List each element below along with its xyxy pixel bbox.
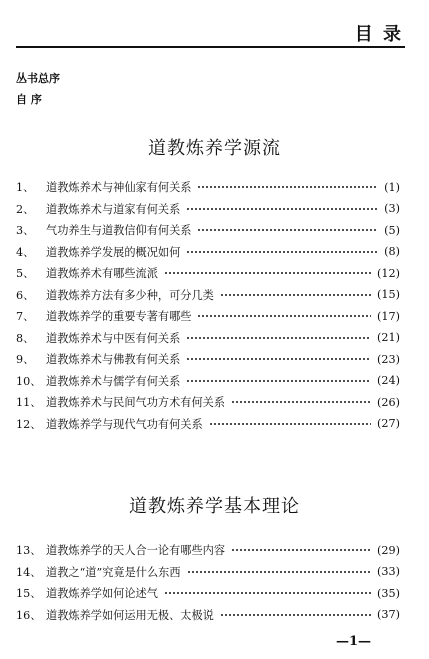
toc-entry[interactable] [16,306,400,326]
entry-title: 道教炼养术与佛教有何关系 [46,353,181,366]
leader-dots [197,225,378,235]
leader-dots [231,545,371,555]
entry-page: (33) [377,565,400,578]
entry-page: (26) [377,395,400,409]
entry-title: 道教炼养方法有多少种，可分几类 [46,288,214,302]
entry-page: (5) [384,223,400,237]
entry-number: 3、 [16,224,35,237]
toc-entry[interactable] [16,414,400,434]
leader-dots [197,182,378,192]
front-matter-author-preface: 自 序 [16,93,42,106]
entry-page: (23) [377,352,400,366]
entry-title: 道教炼养术与神仙家有何关系 [46,181,192,194]
entry-page: (12) [377,266,400,280]
entry-page: (3) [384,202,400,215]
entry-page: (17) [377,309,400,323]
leader-dots [186,354,371,364]
entry-title: 道教炼养术与民间气功方术有何关系 [46,396,226,409]
entry-title: 道教炼养学的重要专著有哪些 [46,310,192,323]
toc-entry[interactable] [16,285,400,305]
entry-number: 15、 [16,587,42,600]
entry-number: 12、 [16,417,42,431]
front-matter-series-preface: 丛书总序 [16,72,60,85]
entry-number: 5、 [16,267,35,280]
leader-dots [186,333,371,343]
section-title-origins: 道教炼养学源流 [148,138,281,159]
leader-dots [164,588,371,598]
entry-number: 16、 [16,608,42,622]
entry-title: 道教炼养学如何论述气 [46,587,158,600]
toc-entry[interactable] [16,605,400,625]
toc-entry[interactable] [16,263,400,283]
leader-dots [186,204,378,214]
entry-page: (1) [384,180,400,194]
toc-entry[interactable] [16,220,400,240]
leader-dots [164,268,371,278]
entry-page: (37) [377,608,400,621]
entry-title: 道教炼养学如何运用无极、太极说 [46,608,214,622]
entry-number: 6、 [16,288,35,302]
entry-number: 7、 [16,310,35,323]
entry-title: 气功养生与道教信仰有何关系 [46,224,192,237]
entry-number: 9、 [16,353,35,366]
toc-entry[interactable] [16,371,400,391]
leader-dots [209,419,371,429]
toc-header-title: 目 录 [354,24,403,45]
entry-title: 道教炼养术有哪些流派 [46,267,158,280]
leader-dots [187,567,372,577]
entry-number: 4、 [16,245,35,259]
entry-page: (35) [377,586,400,600]
entry-number: 10、 [16,374,42,388]
section-title-basic-theory: 道教炼养学基本理论 [129,496,300,517]
entry-number: 14、 [16,565,42,579]
leader-dots [186,247,378,257]
header-rule [16,46,405,48]
entry-number: 11、 [16,396,42,409]
toc-entry[interactable] [16,242,400,262]
entry-page: (8) [384,245,400,258]
entry-title: 道教炼养术与中医有何关系 [46,331,181,345]
leader-dots [186,376,371,386]
entry-page: (27) [377,417,400,430]
leader-dots [231,397,371,407]
toc-entry[interactable] [16,199,400,219]
entry-page: (15) [377,288,400,301]
page-number: —1— [335,634,371,649]
entry-page: (24) [377,374,400,387]
toc-entry[interactable] [16,177,400,197]
entry-page: (29) [377,543,400,557]
leader-dots [220,610,371,620]
entry-title: 道教之“道”究竟是什么东西 [46,565,181,579]
entry-number: 1、 [16,181,35,194]
toc-entry[interactable] [16,328,400,348]
leader-dots [220,290,371,300]
toc-entry[interactable] [16,540,400,560]
toc-entry[interactable] [16,392,400,412]
entry-title: 道教炼养学与现代气功有何关系 [46,417,203,431]
entry-number: 13、 [16,544,42,557]
entry-title: 道教炼养学的天人合一论有哪些内容 [46,544,226,557]
entry-title: 道教炼养术与儒学有何关系 [46,374,181,388]
entry-title: 道教炼养学发展的概况如何 [46,245,181,259]
entry-number: 2、 [16,202,35,216]
toc-entry[interactable] [16,349,400,369]
entry-title: 道教炼养术与道家有何关系 [46,202,181,216]
leader-dots [197,311,371,321]
toc-entry[interactable] [16,583,400,603]
entry-number: 8、 [16,331,35,345]
entry-page: (21) [377,331,400,344]
toc-entry[interactable] [16,562,400,582]
